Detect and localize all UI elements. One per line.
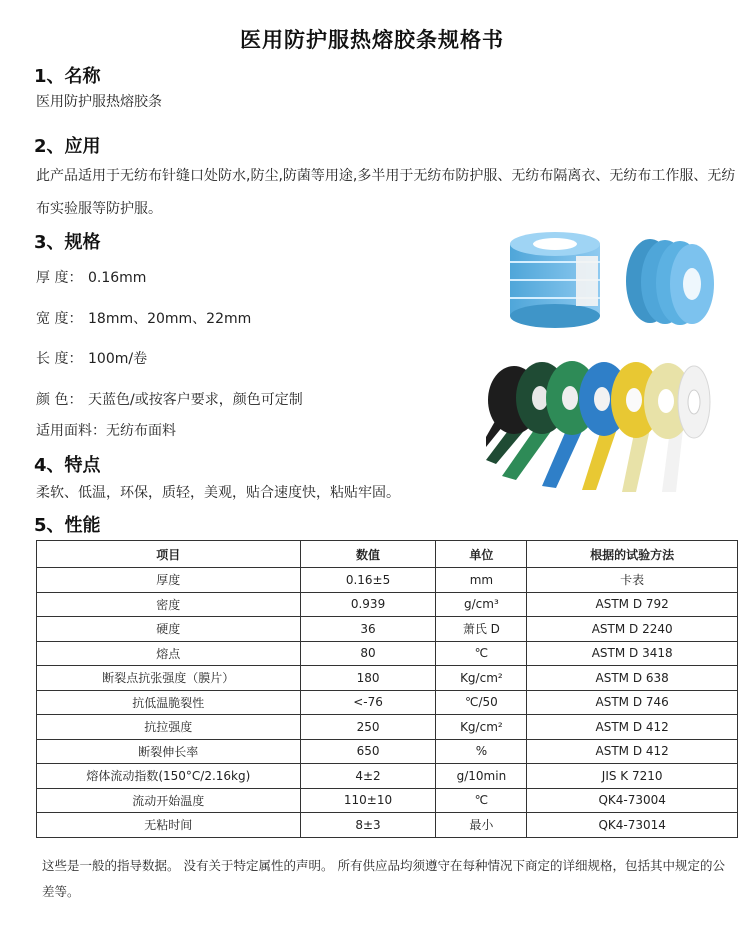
spec-value: 18mm、20mm、22mm: [88, 311, 252, 327]
cell-value: 4±2: [300, 764, 436, 789]
cell-item: 密度: [37, 592, 301, 617]
spec-color: [36, 389, 303, 409]
cell-unit: 萧氏 D: [436, 617, 527, 642]
cell-item: 抗拉强度: [37, 715, 301, 740]
cell-value: 650: [300, 739, 436, 764]
cell-test-method: ASTM D 412: [527, 739, 738, 764]
cell-item: 厚度: [37, 568, 301, 593]
cell-value: 110±10: [300, 788, 436, 813]
table-row: [37, 641, 738, 666]
cell-test-method: ASTM D 792: [527, 592, 738, 617]
cell-unit: Kg/cm²: [436, 715, 527, 740]
table-header-row: [37, 541, 738, 568]
table-row: [37, 788, 738, 813]
cell-item: 熔体流动指数(150°C/2.16kg): [37, 764, 301, 789]
cell-test-method: 卡表: [527, 568, 738, 593]
cell-unit: Kg/cm²: [436, 666, 527, 691]
cell-value: 0.939: [300, 592, 436, 617]
cell-test-method: JIS K 7210: [527, 764, 738, 789]
header-test-method: 根据的试验方法: [527, 541, 738, 568]
document-title: 医用防护服热熔胶条规格书: [240, 28, 504, 52]
cell-unit: ℃: [436, 788, 527, 813]
product-name-text: 医用防护服热熔胶条: [36, 94, 162, 110]
cell-item: 断裂点抗张强度（膜片）: [37, 666, 301, 691]
table-row: [37, 739, 738, 764]
footnote: 这些是一般的指导数据。 没有关于特定属性的声明。 所有供应品均须遵守在每种情况下商定的详细规格，包括其中规定的公差等。: [42, 858, 725, 899]
table-row: [37, 764, 738, 789]
cell-item: 断裂伸长率: [37, 739, 301, 764]
spec-length: [36, 348, 147, 368]
table-row: [37, 617, 738, 642]
table-row: [37, 690, 738, 715]
cell-test-method: ASTM D 638: [527, 666, 738, 691]
section-name-heading: 1、名称: [34, 66, 101, 87]
cell-item: 无粘时间: [37, 813, 301, 838]
performance-table: [36, 540, 738, 838]
section-features-heading: 4、特点: [34, 455, 101, 476]
spec-label: 长 度：: [36, 351, 83, 367]
cell-item: 熔点: [37, 641, 301, 666]
cell-unit: %: [436, 739, 527, 764]
spec-width: [36, 308, 251, 328]
cell-test-method: ASTM D 746: [527, 690, 738, 715]
cell-test-method: ASTM D 412: [527, 715, 738, 740]
cell-test-method: QK4-73004: [527, 788, 738, 813]
cell-value: <-76: [300, 690, 436, 715]
cell-value: 180: [300, 666, 436, 691]
features-text: 柔软、低温，环保，质轻，美观，贴合速度快，粘贴牢固。: [36, 485, 400, 501]
cell-test-method: ASTM D 2240: [527, 617, 738, 642]
spec-label: 宽 度：: [36, 311, 83, 327]
cell-item: 抗低温脆裂性: [37, 690, 301, 715]
cell-unit: ℃/50: [436, 690, 527, 715]
cell-unit: ℃: [436, 641, 527, 666]
spec-value: 0.16mm: [88, 270, 147, 286]
spec-label: 厚 度：: [36, 270, 83, 286]
section-performance-heading: 5、性能: [34, 515, 101, 536]
spec-thickness: [36, 267, 146, 287]
cell-value: 250: [300, 715, 436, 740]
cell-value: 80: [300, 641, 436, 666]
spec-value: 天蓝色/或按客户要求，颜色可定制: [88, 392, 303, 408]
table-row: [37, 813, 738, 838]
header-value: 数值: [300, 541, 436, 568]
application-text: 此产品适用于无纺布针缝口处防水,防尘,防菌等用途,多半用于无纺布防护服、无纺布隔离衣、无纺布工作服、无纺布实验服等防护服。: [36, 168, 736, 217]
cell-value: 0.16±5: [300, 568, 436, 593]
cell-unit: g/cm³: [436, 592, 527, 617]
spec-label: 颜 色：: [36, 392, 83, 408]
spec-value: 100m/卷: [88, 351, 148, 367]
table-row: [37, 715, 738, 740]
cell-test-method: QK4-73014: [527, 813, 738, 838]
blue-tape-rolls-image: [500, 226, 715, 338]
table-row: [37, 666, 738, 691]
table-row: [37, 568, 738, 593]
section-spec-heading: 3、规格: [34, 232, 101, 253]
cell-value: 36: [300, 617, 436, 642]
cell-test-method: ASTM D 3418: [527, 641, 738, 666]
cell-unit: g/10min: [436, 764, 527, 789]
cell-unit: 最小: [436, 813, 527, 838]
cell-item: 流动开始温度: [37, 788, 301, 813]
header-unit: 单位: [436, 541, 527, 568]
spec-fabric: 适用面料：无纺布面料: [36, 423, 176, 439]
header-item: 项目: [37, 541, 301, 568]
section-application-heading: 2、应用: [34, 136, 101, 157]
table-row: [37, 592, 738, 617]
cell-unit: mm: [436, 568, 527, 593]
colored-tape-rolls-image: [486, 352, 712, 492]
cell-value: 8±3: [300, 813, 436, 838]
cell-item: 硬度: [37, 617, 301, 642]
